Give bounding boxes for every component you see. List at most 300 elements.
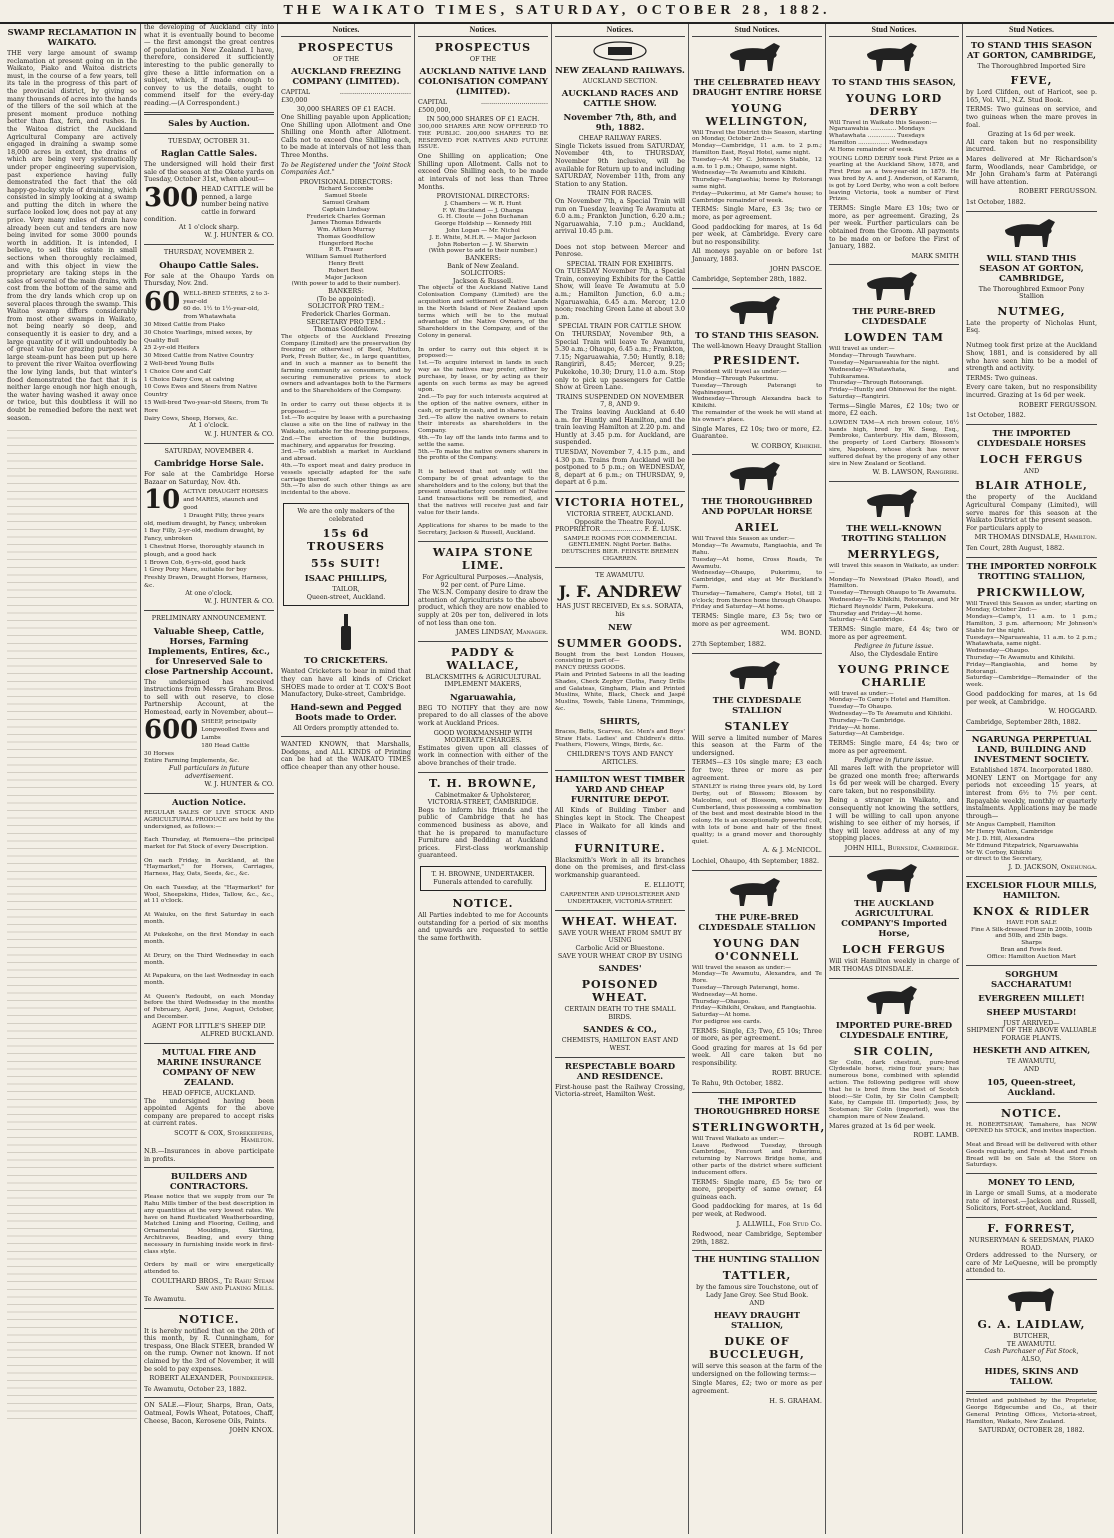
sterlingworth-note: Good paddocking for mares, at 1s 6d per week, at Redwood.: [692, 1202, 822, 1218]
prospectus-registration: To be Registered under the "Joint Stock Companies Act.": [281, 160, 411, 177]
horse-icon: [722, 658, 792, 692]
laidlaw-footer: HIDES, SKINS AND TALLOW.: [984, 1367, 1079, 1388]
sale3-signature: W. J. HUNTER & CO.: [204, 597, 274, 606]
blair-athole-name: BLAIR ATHOLE,: [975, 479, 1088, 493]
bankers: (To be appointed).: [316, 294, 376, 303]
wheat-brand: SANDES': [598, 964, 642, 975]
andrew-new: NEW: [608, 622, 632, 633]
ariel-text: Will Travel this Season as under:— Monday—Te Awamutu, Rangiaohia, and Te Rahu. Tuesday—At home, Cross Roads, Te Awamutu. Wednesday—Ohaupo, Pukerimu, to Cambridge, and stay at Mr Buckland's Farm. Thursday—Tamahere, Camp's Hotel, till 2 o'clock; from thence home through Ohaupo. Friday and Saturday—At home.: [692, 536, 822, 611]
prickwillow-note: Good paddocking for mares, at 1s 6d per week, at Cambridge.: [966, 689, 1097, 706]
feve-signature: ROBERT FERGUSSON.: [1018, 187, 1097, 196]
laidlaw-place: TE AWAMUTU.: [1006, 1339, 1057, 1348]
wheat-title: WHEAT. WHEAT.: [561, 914, 679, 928]
flour-mills-title: EXCELSIOR FLOUR MILLS, HAMILTON.: [966, 880, 1097, 901]
president-text: President will travel as under:— Monday—Through Pukerimu. Tuesday—Through Paterangi to Ngahinepouri. Wednesday—Through Alexandra back to Kihikihi. The remainder of the week he will stand at his owner's place.: [692, 369, 822, 423]
sale2-list: WELL-BRED STEERS, 2 to 3-year-old 60 do. 1½ to 1½-year-old, from Whatawhata 30 Mixed Cattle from Piako 30 Choice Yearlings, mixed sexes, by Quality Bull 25 2-yr-old Heifers 30 Mixed Cattle from Native Country 2 Well-bred Young Bulls 1 Choice Cow and Calf 1 Choice Dairy Cow, at calving 10 Cows Ewes and Steers from Native Country 15 Well-bred Two-year-old Steers, from Te Rore Dairy Cows, Sheep, Horses, &c.: [144, 290, 270, 422]
sale2-number: 60: [144, 286, 181, 317]
president-subtitle: The well-known Heavy Draught Stallion: [692, 341, 822, 350]
wellington-signature: JOHN PASCOE.: [769, 264, 822, 273]
paddy-place: Ngaruawahia,: [449, 692, 517, 703]
timber-yard-title: HAMILTON WEST TIMBER YARD AND CHEAP FURNITURE DEPOT.: [555, 775, 685, 806]
prospectus-company: AUCKLAND NATIVE LAND COLONISATION COMPANY (LIMITED).: [418, 67, 548, 98]
column-heading: Stud Notices.: [692, 24, 822, 37]
horse-icon: [722, 40, 792, 74]
stanley-title: THE CLYDESDALE STALLION: [712, 695, 802, 716]
mutual-text: The undersigned having been appointed Agents for the above company are prepared to accept risks at current rates.: [144, 1096, 274, 1128]
duke-name: DUKE OF BUCCLEUGH,: [709, 1335, 805, 1362]
column-2: [141, 24, 278, 1534]
browne-text: Begs to inform his friends and the public of Cambridge that he has commenced business as above, and that he is prepared to manufacture Furniture and Bedding at Auckland prices. First-class workmanship guaranteed.: [418, 805, 548, 860]
andrew-text: Bought from the best London Houses, consisting in part of— FANCY DRESS GOODS. Plain and Printed Sateens in all the leading Shades, Check Zephyr Cloths, Fancy Drills and Galateas, Gingham, Plain and Printed Muslins, White, Black, Check and Jaspé Muslins, Towels, Table Linens, Trimmings, &c.: [555, 651, 685, 713]
bankers: Bank of New Zealand.: [447, 261, 519, 270]
columns: [4, 24, 1110, 1534]
timber-yard-text: All Kinds of Building Timber and Shingles kept in Stock. The Cheapest Place in Waikato for all kinds and classes of: [555, 806, 685, 838]
column-3: [278, 24, 415, 1534]
pony-icon: [997, 216, 1067, 250]
president-terms: Single Mares, £2 10s; two or more, £2. Guarantee.: [692, 424, 822, 441]
column-heading: Notices.: [281, 24, 411, 37]
merrylegs-note: Pedigree in future issue.: [854, 642, 934, 651]
nutmeg-name: NUTMEG,: [997, 304, 1066, 318]
railways-event: AUCKLAND RACES AND CATTLE SHOW.: [561, 89, 679, 110]
victoria-hotel-proprietor: PROPRIETOR .................... F. E. LUSK.: [555, 525, 682, 534]
article-continued-text: [7, 425, 137, 1425]
sale2-text: For sale at the Ohaupo Yards on Thursday, Nov. 2nd.: [144, 271, 274, 288]
lowden-text: Will travel as under:— Monday—Through Tauwhare. Tuesday—Ngaruawahia for the night. Wednesday—Whatawhata, and Tuhikaramea. Thursday—Through Rotoorangi. Friday—Huntly and Ohinewai for the night. Saturday—Rangiriri.: [829, 346, 959, 400]
tattler-and: AND: [749, 1298, 765, 1307]
horse-icon: [722, 293, 792, 327]
clydesdale-horses-text: the property of the Auckland Agricultural Company (Limited), will serve mares for this season at the Waikato District at the present season. For particulars apply to: [966, 493, 1097, 532]
tuesday-trains-text: TUESDAY, November 7, 4.15 p.m., and 4.30 p.m. Trains from Auckland will be postponed to 5 p.m.; on WEDNESDAY, 8, depart at 6 p.m.; on THURSDAY, 9, depart at 6 p.m.: [555, 447, 685, 487]
sir-colin-text: Sir Colin, dark chestnut, pure-bred Clydesdale horse, rising four years; has numerous bone, combined with splendid action. The following pedigree will show that he is bred from the best of Scotch blood:—Sir Colin, by Sir Colin Campbell; Kate, by Campsie III. (imported); Jess, by Scotsman; Sir Colin (imported), was the champion mare of New Zealand.: [829, 1059, 959, 1121]
sale1-signature: W. J. HUNTER & CO.: [204, 231, 274, 240]
charlie-note: Pedigree in future issue.: [854, 756, 934, 765]
imprint-date: SATURDAY, OCTOBER 28, 1882.: [978, 1426, 1085, 1435]
timber-yard-subtitle: CARPENTER AND UPHOLSTERER AND UNDERTAKER, VICTORIA-STREET.: [560, 892, 680, 905]
undertaker-box: [420, 866, 546, 891]
prickwillow-date: Cambridge, September 28th, 1882.: [966, 717, 1081, 726]
builders-text: Please notice that we supply from our Te Rahu Mills timber of the best description in any quantities at the very lowest rates. We have on hand Rusticated Weatherboarding, Matched Lining and Flooring, Ceiling, and Ornamental Mouldings, Skirting, Architraves, Beading, and every thing necessary in furnishing inside work in first-class style. Orders by mail or wire energetically attended to.: [144, 1194, 274, 1276]
charlie-text-3: Being a stranger in Waikato, and consequently not knowing the settlers, I will be willing to call upon anyone wishing to see either of my horses, if they will leave address at any of my stopping places.: [829, 796, 959, 843]
horse-icon: [859, 983, 929, 1017]
railways-title: NEW ZEALAND RAILWAYS.: [555, 65, 685, 76]
horse-icon: [859, 486, 929, 520]
wheat-subtitle: Carbolic Acid or Bluestone.: [575, 943, 665, 952]
building-society-title: NGARUNGA PERPETUAL LAND, BUILDING AND INVESTMENT SOCIETY.: [971, 735, 1092, 766]
paddy-subtitle-2: GOOD WORKMANSHIP WITH MODERATE CHARGES.: [433, 728, 533, 745]
andrew-place: TE AWAMUTU.: [595, 570, 645, 579]
laidlaw-name: G. A. LAIDLAW,: [977, 1317, 1086, 1331]
stanley-name: STANLEY: [724, 719, 790, 733]
sale1-time: At 1 o'clock sharp.: [178, 222, 240, 231]
andrew-shirts: SHIRTS,: [599, 716, 641, 727]
sale2-signature: W. J. HUNTER & CO.: [204, 429, 274, 438]
clydesdale-horses-date: Ten Court, 28th August, 1882.: [966, 543, 1065, 552]
nutmeg-care: Every care taken, but no responsibility incurred. Grazing at 1s 6d per week.: [966, 383, 1097, 400]
column-1: [4, 24, 141, 1534]
prospectus-of: OF THE: [332, 54, 360, 63]
derby-text: Will Travel in Waikato this Season:— Ngaruawahia .............. Mondays Whatawhata ............... Tuesdays Hamilton ................. Wednesdays At Home remainder of week.: [829, 119, 938, 153]
cricketers-note-2: All Orders promptly attended to.: [293, 723, 399, 732]
railways-dates: November 7th, 8th, and 9th, 1882.: [563, 113, 677, 134]
prelim-signature: W. J. HUNTER & CO.: [204, 780, 274, 789]
sterlingworth-date: Redwood, near Cambridge, September 29th, 1882.: [692, 1230, 822, 1246]
merrylegs-text: will travel this season in Waikato, as under:— Monday—To Newstead (Piako Road), and Hamilton. Tuesday—Through Ohaupo to Te Awamutu. Wednesday—To Kihikihi, Rotorangi, and Mr Richard Reynolds' Farm, Pukekura. Thursday and Friday—At home. Saturday—At Cambridge.: [829, 563, 959, 624]
andrew-subtitle: HAS JUST RECEIVED, Ex s.s. SORATA, his: [556, 602, 684, 619]
prospectus-company: AUCKLAND FREEZING COMPANY (LIMITED).: [290, 67, 402, 88]
merrylegs-title: THE WELL-KNOWN TROTTING STALLION: [841, 524, 947, 545]
sale1-number: 300: [144, 182, 199, 213]
railway-crest-icon: [590, 40, 650, 62]
prickwillow-text: Will Travel this Season as under, starting on Monday, October 2nd:— Mondays—Camp's, 11 a.m. to 1 p.m.; Hamilton, 3 p.m. afternoon; Mr Johnson's Stable for the night. Tuesdays—Ngaruawahia, 11 a.m. to 2 p.m.; Whatawhata, same night. Wednesday—Ohaupo. Thursday—Te Awamutu and Kihikihi. Friday—Rangiaohia, and home by Rotorangi. Saturday—Cambridge—Remainder of the week.: [966, 600, 1097, 689]
cricketers-note: Hand-sewn and Pegged Boots made to Order.: [290, 702, 402, 723]
railways-fares: CHEAP RAILWAY FARES.: [578, 134, 662, 143]
waipa-signature: JAMES LINDSAY, Manager.: [455, 628, 548, 637]
undertaker-title: T. H. BROWNE, UNDERTAKER.: [431, 869, 535, 878]
sterlingworth-name: STERLINGWORTH,: [692, 1120, 826, 1134]
wanted-known: WANTED KNOWN, that Marshalls, Dodgens, and ALL KINDS of Printing can be had at the WAIKATO TIMES office cheaper than any other house.: [281, 740, 411, 772]
prospectus-shares: 30,000 SHARES OF £1 EACH.: [296, 105, 396, 114]
merrylegs-name: MERRYLEGS,: [847, 548, 941, 562]
dan-note: Good grazing for mares at 1s 6d per week. All care taken but no responsibility.: [692, 1043, 822, 1068]
feve-terms: TERMS: Two guineas on service, and two guineas when the mare proves in foal.: [966, 105, 1097, 129]
charlie-text-2: All mares left with the proprietor will be grazed one month free; afterwards 1s 6d per week will be charged. Every care taken, but no responsibility.: [829, 763, 959, 795]
mutual-note: N.B.—Insurances in above participate in profits.: [144, 1147, 274, 1163]
browne-subtitle: Cabinetmaker & Upholsterer, VICTORIA-STREET, CAMBRIDGE.: [427, 790, 539, 807]
dan-date: Te Rahu, 9th October, 1882.: [692, 1079, 784, 1088]
clydesdale-horses-title: THE IMPORTED CLYDESDALE HORSES: [977, 428, 1086, 449]
feve-note: Mares delivered at Mr Richardson's farm, Woodlands, near Cambridge, or Mr John Graham's farm at Paterangi will have attention.: [966, 154, 1097, 186]
tattler-subtitle: by the famous sire Touchstone, out of Lady Jane Grey. See Stud Book.: [696, 1283, 818, 1299]
sorghum-subtitle-2: SHEEP MUSTARD!: [986, 1007, 1077, 1018]
sterlingworth-title: THE IMPORTED THOROUGHBRED HORSE: [694, 1096, 820, 1117]
solicitors-heading: SOLICITORS:: [460, 269, 506, 278]
directors-heading: PROVISIONAL DIRECTORS:: [299, 177, 393, 186]
sir-colin-name: SIR COLIN,: [853, 1044, 935, 1058]
prospectus-of: OF THE: [469, 54, 497, 63]
mutual-office: HEAD OFFICE, AUCKLAND.: [162, 1088, 256, 1097]
lowden-terms: Terms—Single Mares, £2 10s; two or more, £2 each.: [829, 401, 959, 418]
prospectus-text: The objects of the Auckland Native Land Colonisation Company (Limited) are the acquisition and settlement of Native Lands in the North Island of New Zealand upon terms which will be to the mutual advantage of the Native Owners, of the Shareholders in the Company, and of the Colony in general. In order to carry out this object it is proposed:— 1st.—To acquire interest in lands in such way as the natives may prefer, either by purchase, by lease, or by acting as their agents on such terms as may be agreed upon. 2nd.—To pay for such interests acquired at the option of the native owners, either in cash, or partly in cash, and in shares. 3rd.—To allow the native owners to retain their interests as shareholders in the Company. 4th.—To lay off the lands into farms and to settle the same. 5th.—To make the native owners sharers in the profits of the Company. It is believed that not only will the Company be of great advantage to the shareholders and to the colony, but that the present unsatisfactory condition of Native Land transactions will be remedied, and that the natives will receive just and fair value for their lands. Applications for shares to be made to the Secretary, Jackson & Russell, Auckland.: [418, 285, 548, 537]
prickwillow-signature: W. HOGGARD.: [1048, 707, 1097, 716]
column-heading: Notices.: [418, 24, 548, 37]
tailor-ad-intro: We are the only makers of the celebrated: [297, 506, 395, 523]
laidlaw-text: Cash Purchaser of Fat Stock,: [984, 1347, 1079, 1356]
sorghum-signature: HESKETH AND AITKEN,: [972, 1046, 1091, 1057]
derby-description: YOUNG LORD DERBY took First Prize as a yearling at the Auckland Show, 1878, and First Prize as a two-year-old in 1879. He was bred by A. and J. Anderson, of Karamū, is got by Lord Derby, who won a colt before leaving Victoria, took a number of First Prizes.: [829, 155, 959, 203]
bull-icon: [1002, 1284, 1062, 1314]
exhibits-train-text: On TUESDAY November 7th, a Special Train, conveying Exhibits for the Cattle Show, will leave Te Awamutu at 5.0 a.m.; Hamilton Junction, 6.0 a.m.; Ngaruawahia, 6.45 a.m. Mercer, 12.0 noon; reaching Green Lane at about 3.0 p.m.: [555, 267, 685, 321]
ariel-date: 27th September, 1882.: [692, 640, 767, 648]
suspended-trains-text: The Trains leaving Auckland at 6.40 a.m. for Huntly and Hamilton, and the train leaving Hamilton at 2.20 p.m. and Huntly at 3.45 p.m. for Auckland, are suspended.: [555, 407, 685, 447]
auction-signature: ALFRED BUCKLAND.: [200, 1030, 274, 1039]
notice-text: It is hereby notified that on the 20th of this month, by R. Cunningham, for trespass, One Black STEER, branded W on the rump. Owner not known. If not claimed by the 3rd of November, it will be sold to pay expenses.: [144, 1326, 274, 1373]
forrest-subtitle: NURSERYMAN & SEEDSMAN, PIAKO ROAD.: [968, 1235, 1095, 1252]
stanley-description: STANLEY is rising three years old, by Lord Derby, out of Blossom; Blossom by Malcolme, out of Blossom, who was by Cumberland, thus possessing a combination of the best and most desirable blood in the colony. He is an exceptionally powerful colt, with lots of bone and hair of the finest quality; is a grand mover and thoroughly quiet.: [692, 784, 822, 845]
solicitors: Jackson & Russell.: [452, 276, 514, 285]
dan-title: THE PURE-BRED CLYDESDALE STALLION: [698, 912, 816, 933]
column-7: [826, 24, 963, 1534]
laidlaw-role: BUTCHER,: [1013, 1331, 1050, 1340]
stanley-terms: TERMS—£3 10s single mare; £3 each for two; three or more as per agreement.: [692, 758, 822, 782]
tailor-name: ISAAC PHILLIPS,: [304, 574, 388, 585]
waipa-text: The W.S.N. Company desire to draw the attention of Agriculturists to the above product, which they are now enabled to supply at 20s per ton, delivered in lots of not less than one ton.: [418, 588, 548, 627]
forrest-name: F. FORREST,: [987, 1221, 1076, 1235]
cricket-bat-icon: [326, 612, 366, 652]
exhibits-train-title: SPECIAL TRAIN FOR EXHIBITS.: [566, 259, 674, 268]
auction-text: REGULAR SALES OF LIVE STOCK AND AGRICULTURAL PRODUCE are held by the undersigned, as follows:— Each Thursday, at Remuera—the principal market for Fat Stock of every Description. On each Friday, in Auckland, at the "Haymarket," for Horses, Carriages, Harness, Hay, Oats, Seeds, &c., &c. On each Tuesday, at the "Haymarket" for Wool, Sheepskins, Hides, Tallow, &c., &c., at 11 o'clock. At Waiuku, on the first Saturday in each month. At Pukekohe, on the first Monday in each month. At Drury, on the Third Wednesday in each month. At Papakura, on the last Wednesday in each month. At Queen's Redoubt, on each Monday before the third Wednesday in the months of February, April, June, August, October, and December.: [144, 810, 274, 1020]
article-end: the developing of Auckland city into what it is eventually bound to become — the first amongst the great centres of population in New Zealand. I have, therefore, considered it sufficiently interesting to the public generally to give these a little information on a subject, which, if made enough to convey to us the details, ought to commend itself for the every-day reading.—(A Correspondent.): [144, 24, 274, 107]
lowden-description: LOWDEN TAM—A rich brown colour, 16½ hands high, bred by W. Seeg, Esq., Pembroke, Canterbury. His dam, Blossom, the property of Lord Carbery. Blossom's sire, Napoleon, whose stock has never suffered defeat by the progeny of any other sire in New Zealand or Scotland.: [829, 419, 959, 467]
sale2-date: THURSDAY, NOVEMBER 2.: [163, 248, 255, 257]
forrest-text: Orders addressed to the Nursery, or care of Mr LeQuesne, will be promptly attended to.: [966, 1251, 1097, 1275]
bankers-heading: BANKERS:: [328, 287, 364, 296]
prospectus-objects: The objects of the Auckland Freezing Company (Limited) are the preservation (by freezing or otherwise) of Beef, Mutton, Pork, Fresh Butter, &c., in large quantities, and in such a manner as to benefit the farming community as consumers, and by securing remunerative prices to stock owners and advantages both to the Farmers and to the Shareholders of the Company. In order to carry out these objects it is proposed:— 1st.—To acquire by lease with a purchasing clause a site on the line of railway in the Waikato, suitable for the freezing purposes. 2nd.—The erection of the buildings, machinery, and apparatus for freezing. 3rd.—To establish a market in Auckland and abroad. 4th.—To export meat and dairy produce in vessels specially adapted for the safe carriage thereof. 5th.—To also do such other things as are incidental to the above.: [281, 333, 411, 497]
derby-name: YOUNG LORD DERBY: [845, 91, 943, 118]
board-text: First-house past the Railway Crossing, Victoria-street, Hamilton West.: [555, 1082, 685, 1099]
charlie-intro: Also, the Clydesdale Entire: [849, 650, 939, 658]
notice-title: NOTICE.: [452, 897, 514, 911]
builders-signature: COULTHARD BROS., Te Rahu Steam Saw and Planing Mills.: [151, 1276, 274, 1293]
dan-signature: ROBT. BRUCE.: [771, 1068, 822, 1077]
solicitor-heading: SOLICITOR PRO TEM.:: [307, 302, 385, 311]
building-society-established: Established 1874. Incorporated 1880.: [970, 766, 1093, 775]
railways-text: Single Tickets issued from SATURDAY, November 4th, to THURSDAY, November 9th inclusive, will be available for Return up to and including SATURDAY, November 11th, from any Station to any Station.: [555, 141, 685, 188]
nutmeg-date: 1st October, 1882.: [966, 411, 1026, 420]
sterlingworth-text: Will Travel Waikato as under:— Leave Redwood Tuesday, through Cambridge, Fencourt and Pukerimu, returning by Narrows Bridge home, and other parts of the district where sufficient inducement offers.: [692, 1135, 822, 1176]
nutmeg-signature: ROBERT FERGUSSON.: [1018, 400, 1097, 409]
sale3-number: 10: [144, 485, 181, 516]
prelim-heading: PRELIMINARY ANNOUNCEMENT.: [151, 613, 267, 622]
suspended-trains-title: TRAINS SUSPENDED ON NOVEMBER 7, 8, AND 9.: [556, 392, 684, 409]
prospectus-title: PROSPECTUS: [297, 40, 395, 54]
charlie-text: will travel as under:— Monday—To Camp's Hotel and Hamilton. Tuesday—To Ohaupo. Wednesday—To Te Awamutu and Kihikihi. Thursday—To Cambridge. Friday—At home. Saturday—At Cambridge.: [829, 690, 953, 738]
laidlaw-also: ALSO,: [1021, 1354, 1042, 1363]
derby-terms: TERMS: Single Mare £3 10s; two or more, as per agreement. Grazing, 2s per week. Further particulars can be obtained from the Groom. All payments to be made on or before the First of January, 1882.: [829, 204, 959, 251]
column-heading: Stud Notices.: [829, 24, 959, 37]
tattler-name: TATTLER,: [722, 1269, 792, 1283]
prelim-title: Valuable Sheep, Cattle, Horses, Farming Implements, Entires, &c., for Unreserved Sale to close Partnership Account.: [144, 626, 274, 677]
train-races-text: On November 7th, a Special Train will run on Tuesday, leaving Te Awamutu at 6.0 a.m.; Frankton Junction, 6.20 a.m.; Ngaruawahia, 7.10 p.m.; Auckland, arrival 10.45 p.m. Does not stop between Mercer and Penrose.: [555, 196, 685, 259]
tailor-role: TAILOR,: [332, 585, 360, 594]
mutual-signature: SCOTT & COX, Storekeepers, Hamilton.: [174, 1128, 274, 1145]
tattler-text: will serve this season at the farm of the undersigned on the following terms:—: [692, 1362, 822, 1378]
furniture-heading: FURNITURE.: [574, 841, 666, 855]
prospectus-shares: IN 500,000 SHARES OF £1 EACH.: [426, 115, 540, 124]
timber-yard-signature: E. ELLIOTT,: [644, 880, 685, 889]
nutmeg-text: Late the property of Nicholas Hunt, Esq. Nutmeg took first prize at the Auckland Show, 1881, and is considered by all who have seen him to be a model of strength and activity.: [966, 318, 1097, 373]
nutmeg-terms: TERMS: Two guineas.: [966, 373, 1038, 382]
article-body: THE very large amount of swamp reclamation at present going on in the Waikato, Piako and Waitoa districts must, in the course of a few years, tell its tale in the progress of this part of the provincial district, by giving so many thousands of acres into the hands of the tillers of the soil which at the present moment produce nothing better than flax, fern, and rushes. In the Waitoa district the Auckland Agricultural Company are actively engaged in draining a swamp some 18,000 acres in extent, the drains of which are being very systematically under proper engineering supervision, past experience having fully demonstrated the fact that the old happy-go-lucky style of draining, which consisted in simply looking at a swamp and putting the ditch in where the surface looked low, does not pay at any price. Very many miles of drain have already been cut and tenders are now being invited for some 3000 pounds worth in addition. It is intended, I believe, to sell this estate in small sections when thoroughly reclaimed, and with this object in view the proprietary are taking steps in the sales of several of the main drains, with cost from the bottom of the same and from the dry lands which crop up on several places through the swamp. This Waitoa swamp differs considerably from most other swamps in Waikato, not being nearly so deep, and consequently it is easier to dry, and a large quantity of it will undoubtedly be of great value for grazing purposes. A large steam-punt has been put up here to prevent the river Waitoa overflowing the low lying lands, but that winter's flood demonstrated the fact that it is neither large enough nor high enough, the water having washed it away once or twice, but this doubtless it will no doubt be remedied before the next wet season.: [7, 49, 137, 422]
wheat-birds: CERTAIN DEATH TO THE SMALL BIRDS.: [564, 1005, 676, 1021]
wellington-text: Will Travel the District this Season, starting on Monday, October 2nd:— Monday—Cambridge, 11 a.m. to 2 p.m.; Hamilton East, Royal Hotel, same night. Tuesday—At Mr C. Johnson's Stable, 12 a.m. to 1 p.m.; Ohaupo, same night. Wednesday—Te Awamutu and Kihikihi. Thursday—Rangiaohia; home by Rotorangi same night. Friday—Pukerimu, at Mr Game's house; to Cambridge remainder of week.: [692, 129, 822, 204]
ariel-name: ARIEL: [735, 521, 779, 535]
waipa-subtitle: For Agricultural Purposes.—Analysis, 92 per cent. of Pure Lime.: [422, 572, 544, 589]
nutmeg-title: WILL STAND THIS SEASON AT GORTON, CAMBRIDGE,: [979, 253, 1084, 284]
column-heading: Notices.: [555, 24, 685, 37]
sterlingworth-terms: TERMS: Single mare, £5 5s; two or more, property of same owner, £4 guineas each.: [692, 1177, 822, 1201]
prospectus-reserve: 300,000 SHARES ARE NOW OFFERED TO THE PUBLIC. 200,000 SHARES TO BE RESERVED FOR NATIVES AND FUTURE ISSUE.: [418, 123, 548, 151]
stanley-text: Will serve a limited number of Mares this season at the Farm of the undersigned.: [692, 733, 822, 757]
wellington-date: Cambridge, September 28th, 1882.: [692, 275, 807, 284]
feve-name: FEVE,: [1010, 74, 1053, 88]
loch-fergus-title: THE AUCKLAND AGRICULTURAL COMPANY'S Imported Horse,: [841, 899, 947, 940]
builders-title: BUILDERS AND CONTRACTORS.: [169, 1172, 249, 1193]
sir-colin-note: Mares grazed at 1s 6d per week.: [829, 1121, 936, 1130]
railways-section: AUCKLAND SECTION.: [582, 76, 658, 85]
building-society-text: MONEY LENT on Mortgage for any periods not exceeding 15 years, at interest from 6½ to 7½ per cent. Repayable weekly, monthly or quarterly instalments. Applications may be made through—: [966, 773, 1097, 820]
waipa-title: WAIPA STONE LIME.: [432, 545, 534, 572]
agent-line: AGENT FOR LITTLE'S SHEEP DIP.: [152, 1021, 266, 1030]
horse-icon: [859, 861, 929, 895]
dan-name: YOUNG DAN O'CONNELL: [713, 936, 801, 963]
paddy-text-2: Estimates given upon all classes of work in connection with either of the above branches of their trade.: [418, 743, 548, 768]
builders-place: Te Awamutu.: [144, 1295, 187, 1304]
wheat-place: CHEMISTS, HAMILTON EAST AND WEST.: [561, 1036, 679, 1052]
sorghum-title: SORGHUM SACCHARATUM!: [991, 969, 1072, 990]
sale1-item: HEAD CATTLE will be penned, a large number being native cattle in forward condition.: [144, 184, 274, 224]
money-to-lend-text: in Large or small Sums, at a moderate rate of interest.—Jackson and Russell, Solicitors, Fort-street, Auckland.: [966, 1189, 1097, 1213]
directors-list: Richard Seccombe Samuel Steele Samuel Graham Captain Lindsay Frederick Charles Gorman James Thomas Edwards Wm. Aitken Murray Thomas Goodfellow Hungerford Roche P. R. Fraser William Samuel Rutherford Henry Brett Robert Best Major Jackson (With power to add to their number).: [291, 186, 401, 288]
cattle-show-train-title: SPECIAL TRAIN FOR CATTLE SHOW.: [558, 322, 682, 331]
paddy-title: PADDY & WALLACE,: [446, 645, 520, 672]
sale3-title: Cambridge Horse Sale.: [154, 459, 264, 470]
sorghum-address: 105, Queen-street, Auckland.: [987, 1077, 1076, 1098]
directors-list: J. Chambers — W. R. Hunt F. W. Buckland — J. Ohanga G. H. Cloute — John Buchanan George Holdship — Kennedy Hill John Logan — Mr. Nichol J. E. White, M.H.R. — Major Jackson John Roberton — J. W. Sherwin (With power to add to their number.): [428, 200, 538, 255]
sterlingworth-signature: J. ALLWILL, For Stud Co.: [736, 1219, 822, 1228]
prospectus-terms: One Shilling on application; One Shilling upon Allotment. Calls not to exceed One Shilling each, to be made at intervals of not less than Three Months.: [418, 152, 548, 191]
andrew-goods: SUMMER GOODS.: [557, 636, 683, 650]
paddy-subtitle: BLACKSMITHS & AGRICULTURAL IMPLEMENT MAKERS,: [425, 672, 541, 689]
dan-terms: TERMS: Single, £3; Two, £5 10s; Three or more, as per agreement.: [692, 1026, 822, 1043]
directors-heading: PROVISIONAL DIRECTORS:: [436, 192, 530, 201]
masthead: THE WAIKATO TIMES, SATURDAY, OCTOBER 28, 1882.: [0, 0, 1114, 24]
wellington-note: Good paddocking for mares, at 1s 6d per week, at Cambridge. Every care but no responsibility.: [692, 222, 822, 246]
column-6: [689, 24, 826, 1534]
prospectus-capital: CAPITAL ................................... £30,000: [281, 88, 411, 104]
horse-icon: [722, 459, 792, 493]
sale3-time: At one o'clock.: [185, 588, 233, 597]
prospectus-terms: One Shilling payable upon Application; One Shilling upon Allotment and One Shilling one Month after Allotment. Calls not to exceed One Shilling each, to be made at intervals of not less than Three Months.: [281, 112, 411, 159]
tattler-signature: H. S. GRAHAM.: [769, 1396, 822, 1405]
sorghum-and: AND: [1023, 1064, 1040, 1073]
wellington-terms: TERMS: Single Mare, £3 3s; two or more, as per agreement.: [692, 205, 822, 221]
charlie-signature: JOHN HILL, Burnside, Cambridge.: [844, 843, 959, 852]
loch-fergus-name: LOCH FERGUS: [842, 943, 946, 957]
money-to-lend-title: MONEY TO LEND,: [987, 1178, 1076, 1189]
victoria-hotel-title: VICTORIA HOTEL,: [555, 495, 685, 509]
victoria-hotel-text: SAMPLE ROOMS FOR COMMERCIAL GENTLEMEN. Night Porter. Baths. DEUTSCHES BIER. FEINSTE BREMEN CIGARREN.: [561, 535, 679, 563]
sorghum-subtitle: EVERGREEN MILLET!: [978, 993, 1085, 1004]
tattler-title: THE HUNTING STALLION: [694, 1255, 820, 1266]
andrew-title: J. F. ANDREW: [558, 582, 682, 602]
prickwillow-title: THE IMPORTED NORFOLK TROTTING STALLION,: [966, 561, 1097, 582]
sorghum-place: TE AWAMUTU,: [1006, 1057, 1057, 1066]
column-8: [963, 24, 1100, 1534]
lowden-name: LOWDEN TAM: [844, 331, 944, 345]
undertaker-text: Funerals attended to carefully.: [433, 877, 533, 886]
feve-date: 1st October, 1882.: [966, 197, 1026, 206]
paddy-text: BEG TO NOTIFY that they are now prepared to do all classes of the above work at Auckland Prices.: [418, 703, 548, 728]
wellington-name: YOUNG WELLINGTON,: [705, 101, 809, 128]
prospectus-title: PROSPECTUS: [434, 40, 532, 54]
bankers-heading: BANKERS:: [465, 254, 501, 263]
sir-colin-signature: ROBT. LAMB.: [913, 1131, 959, 1140]
timber-yard-text-2: Blacksmith's Work in all its branches done on the premises, and first-class workmanship guaranteed.: [555, 855, 685, 879]
derby-signature: MARK SMITH: [911, 251, 959, 260]
notice-title: NOTICE.: [178, 1312, 240, 1326]
wellington-title: THE CELEBRATED HEAVY DRAUGHT ENTIRE HORSE: [692, 77, 822, 98]
tailor-address: Queen-street, Auckland.: [306, 592, 386, 601]
ariel-signature: WM. BOND.: [780, 629, 822, 638]
sorghum-text: SHIPMENT OF THE ABOVE VALUABLE FORAGE PLANTS.: [966, 1026, 1097, 1042]
president-signature: W. CORBOY, Kihikihi.: [751, 441, 822, 450]
dan-text: Will travel the season as under:— Monday—Te Awamutu, Alexandra, and Te Rore. Tuesday—Through Paterangi, home. Wednesday—At home. Thursday—Ohaupo. Friday—Kihikihi, Orakau, and Rangiaohia. Saturday—At home. For pedigree see cards.: [692, 964, 822, 1025]
ariel-terms: TERMS: Single mare, £3 5s; two or more as per agreement.: [692, 612, 822, 628]
loch-fergus-name: LOCH FERGUS: [979, 452, 1084, 466]
victoria-hotel-subtitle: VICTORIA STREET, AUCKLAND. Opposite the Theatre Royal.: [566, 509, 674, 526]
feve-grazing: Grazing at 1s 6d per week.: [987, 130, 1076, 139]
building-society-agents: Mr Angus Campbell, Hamilton Mr Henry Walton, Cambridge Mr J. D. Hill, Alexandra Mr Edmund Fitzpatrick, Ngaruawahia Mr W. Corboy, Kihikihi or direct to the Secretary,: [966, 822, 1079, 863]
wheat-text: SAVE YOUR WHEAT FROM SMUT BY USING: [558, 928, 682, 945]
president-title: TO STAND THIS SEASON.: [695, 330, 819, 341]
prelim-number: 600: [144, 715, 199, 746]
on-sale-text: ON SALE.—Flour, Sharps, Bran, Oats, Oatmeal, Fowls Wheat, Potatoes, Chaff, Cheese, Bacon, Kerosene Oils, Paints.: [144, 1401, 274, 1425]
sale2-title: Ohaupo Cattle Sales.: [159, 260, 259, 271]
secretary-heading: SECRETARY PRO TEM.:: [306, 317, 386, 326]
browne-title: T. H. BROWNE,: [428, 776, 538, 790]
feve-text: by Lord Clifden, out of Haricot, see p. 165, Vol. VII., N.Z. Stud Book.: [966, 88, 1097, 104]
prelim-note: Full particulars in future advertisement.: [168, 764, 250, 780]
secretary: Thomas Goodfellow.: [313, 325, 379, 334]
robertshaw-notice-text: H. ROBERTSHAW, Tamahere, has NOW OPENED his STOCK, and invites inspection. Meat and Bread will be delivered with other Goods regularly, and Fresh Meat and Fresh Bread will be on Sale at the Store on Saturdays.: [966, 1121, 1097, 1169]
charlie-name: YOUNG PRINCE CHARLIE: [837, 662, 951, 689]
tailor-ad-suit: 55s SUIT!: [310, 557, 382, 571]
sir-colin-title: IMPORTED PURE-BRED CLYDESDALE ENTIRE,: [835, 1020, 953, 1041]
tailor-ad: [283, 503, 409, 606]
notice-date: Te Awamutu, October 23, 1882.: [144, 1384, 247, 1393]
column-heading: Stud Notices.: [966, 24, 1097, 37]
andrew-text-2: Braces, Belts, Scarves, &c. Men's and Boys' Straw Hats. Ladies' and Children's ditto. Feathers, Flowers, Wings, Birds, &c.: [555, 728, 685, 749]
sale2-time: At 1 o'clock.: [189, 421, 229, 430]
knox-ridler-name: KNOX & RIDLER: [972, 904, 1091, 918]
wheat-save: SAVE YOUR WHEAT CROP BY USING: [557, 951, 683, 960]
sale3-date: SATURDAY, NOVEMBER 4.: [164, 446, 254, 455]
nutmeg-subtitle: The Thoroughbred Exmoor Pony Stallion: [978, 284, 1085, 301]
column-4: [415, 24, 552, 1534]
horse-icon: [859, 40, 929, 74]
prelim-text: The undersigned has received instructions from Messrs Graham Bros. to sell with out reserve, to close Partnership Account, at the Homestead, early in November, about—: [144, 677, 274, 716]
cricketers-text: Wanted Cricketers to bear in mind that they can have all kinds of Cricket SHOES made to order at T. COX'S Boot Manufactory, Duke-street, Cambridge.: [281, 667, 411, 699]
stanley-signature: A. & J. McNICOL.: [762, 846, 822, 855]
train-races-title: TRAIN FOR RACES.: [587, 189, 653, 198]
lowden-signature: W. B. LAWSON, Rangiriri.: [872, 468, 959, 477]
feve-title: TO STAND THIS SEASON AT GORTON, CAMBRIDGE,: [967, 40, 1096, 61]
imprint: Printed and published by the Proprietor, George Edgecumbe and Co., at their General Printing Offices, Victoria-street, Hamilton, Waikato, New Zealand.: [966, 1398, 1097, 1425]
tattler-terms: Single Mares, £2; two or more as per agreement.: [692, 1379, 822, 1395]
article-title: SWAMP RECLAMATION IN WAIKATO.: [7, 28, 137, 48]
poisoned-wheat: POISONED WHEAT.: [581, 978, 659, 1005]
robertshaw-notice-title: NOTICE.: [1001, 1106, 1062, 1120]
knox-ridler-text: HAVE FOR SALE Fine A Silk-dressed Flour in 200lb, 100lb and 50lb, and 25lb bags. Sharps Bran and Fowls feed. Office: Hamilton Auction Mart: [971, 919, 1092, 960]
solicitor: Frederick Charles Gorman.: [301, 310, 391, 319]
prelim-list: SHEEP, principally Longwoolled Ewes and Lambs 180 Head Cattle 30 Horses Entire Farming Implements, &c.: [144, 719, 270, 765]
building-society-signature: J. D. JACKSON, Onehunga.: [1008, 863, 1097, 872]
heavy-draught-title: HEAVY DRAUGHT STALLION,: [713, 1311, 801, 1332]
feve-care: All care taken but no responsibility incurred.: [966, 137, 1097, 154]
prospectus-capital: CAPITAL ................................. £500,000,: [418, 98, 548, 114]
stanley-date: Lochiel, Ohaupo, 4th September, 1882.: [692, 856, 820, 865]
